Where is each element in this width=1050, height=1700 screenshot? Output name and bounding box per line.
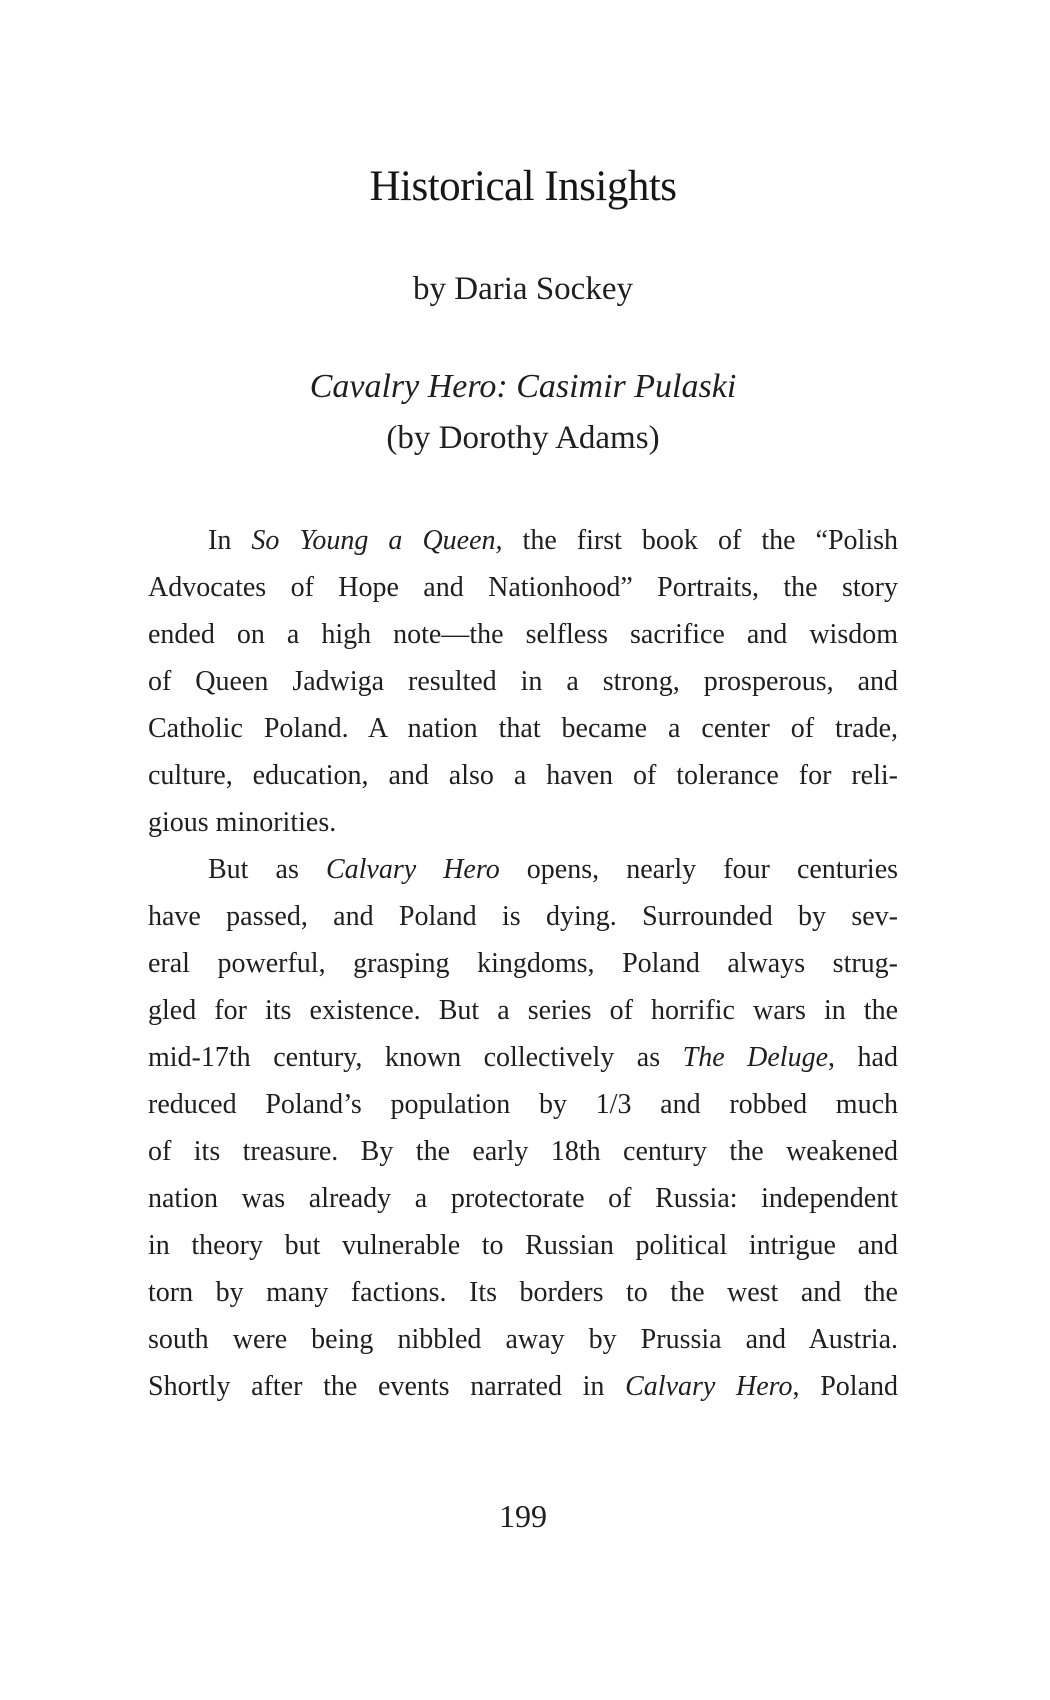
subtitle-book-title: Cavalry Hero: Casimir Pulaski <box>309 368 737 405</box>
text-segment: gled for its existence. But a series of horrific wars in the <box>148 995 898 1026</box>
page-title: Historical Insights <box>369 163 677 210</box>
body-text <box>148 517 898 1410</box>
body-line <box>148 752 898 799</box>
text-segment: in theory but vulnerable to Russian political intrigue and <box>148 1230 898 1261</box>
paragraph-indent <box>148 877 208 878</box>
body-line <box>148 846 898 893</box>
body-line <box>148 1222 898 1269</box>
text-segment: of its treasure. By the early 18th century the weakened <box>148 1136 898 1167</box>
body-line <box>148 1269 898 1316</box>
body-line <box>148 893 898 940</box>
text-segment: , Poland <box>792 1371 899 1402</box>
page-number: 199 <box>499 1498 547 1534</box>
body-line <box>148 705 898 752</box>
text-segment: ended on a high note—the selfless sacrifice and wisdom <box>148 619 898 650</box>
text-segment: , had <box>828 1042 898 1073</box>
paragraph-indent <box>148 548 208 549</box>
text-segment: Advocates of Hope and Nationhood” Portraits, the story <box>148 572 898 603</box>
body-line <box>148 611 898 658</box>
body-line <box>148 1175 898 1222</box>
text-segment: of Queen Jadwiga resulted in a strong, prosperous, and <box>148 666 898 697</box>
body-line <box>148 799 898 846</box>
text-segment: opens, nearly four centuries <box>499 854 899 885</box>
text-segment: nation was already a protectorate of Russia: independent <box>148 1183 898 1214</box>
text-segment: Shortly after the events narrated in <box>148 1371 626 1402</box>
body-line <box>148 517 898 564</box>
text-segment: eral powerful, grasping kingdoms, Poland always strug- <box>148 948 898 979</box>
text-segment: torn by many factions. Its borders to the west and the <box>148 1277 898 1308</box>
text-segment: south were being nibbled away by Prussia and Austria. <box>148 1324 898 1355</box>
body-line <box>148 1316 898 1363</box>
body-line <box>148 564 898 611</box>
body-line <box>148 1128 898 1175</box>
body-line <box>148 987 898 1034</box>
text-segment: reduced Poland’s population by 1/3 and robbed much <box>148 1089 898 1120</box>
text-segment: culture, education, and also a haven of tolerance for reli- <box>148 760 898 791</box>
italic-text-segment: Calvary Hero <box>325 854 500 885</box>
italic-text-segment: Calvary Hero <box>625 1371 793 1402</box>
body-line <box>148 1081 898 1128</box>
body-line <box>148 1363 898 1410</box>
italic-text-segment: The Deluge <box>682 1042 829 1073</box>
body-line <box>148 1034 898 1081</box>
text-segment: mid-17th century, known collectively as <box>148 1042 683 1073</box>
text-segment: gious minorities. <box>148 807 337 838</box>
text-segment: the first book of the “Polish <box>502 525 899 556</box>
subtitle-book-author: (by Dorothy Adams) <box>386 420 660 456</box>
text-segment: In <box>208 525 252 556</box>
body-line <box>148 658 898 705</box>
body-line <box>148 940 898 987</box>
byline: by Daria Sockey <box>413 271 633 307</box>
text-segment: Catholic Poland. A nation that became a center of trade, <box>148 713 898 744</box>
text-segment: But as <box>208 854 326 885</box>
italic-text-segment: So Young a Queen, <box>251 525 503 556</box>
text-segment: have passed, and Poland is dying. Surrounded by sev- <box>148 901 898 932</box>
